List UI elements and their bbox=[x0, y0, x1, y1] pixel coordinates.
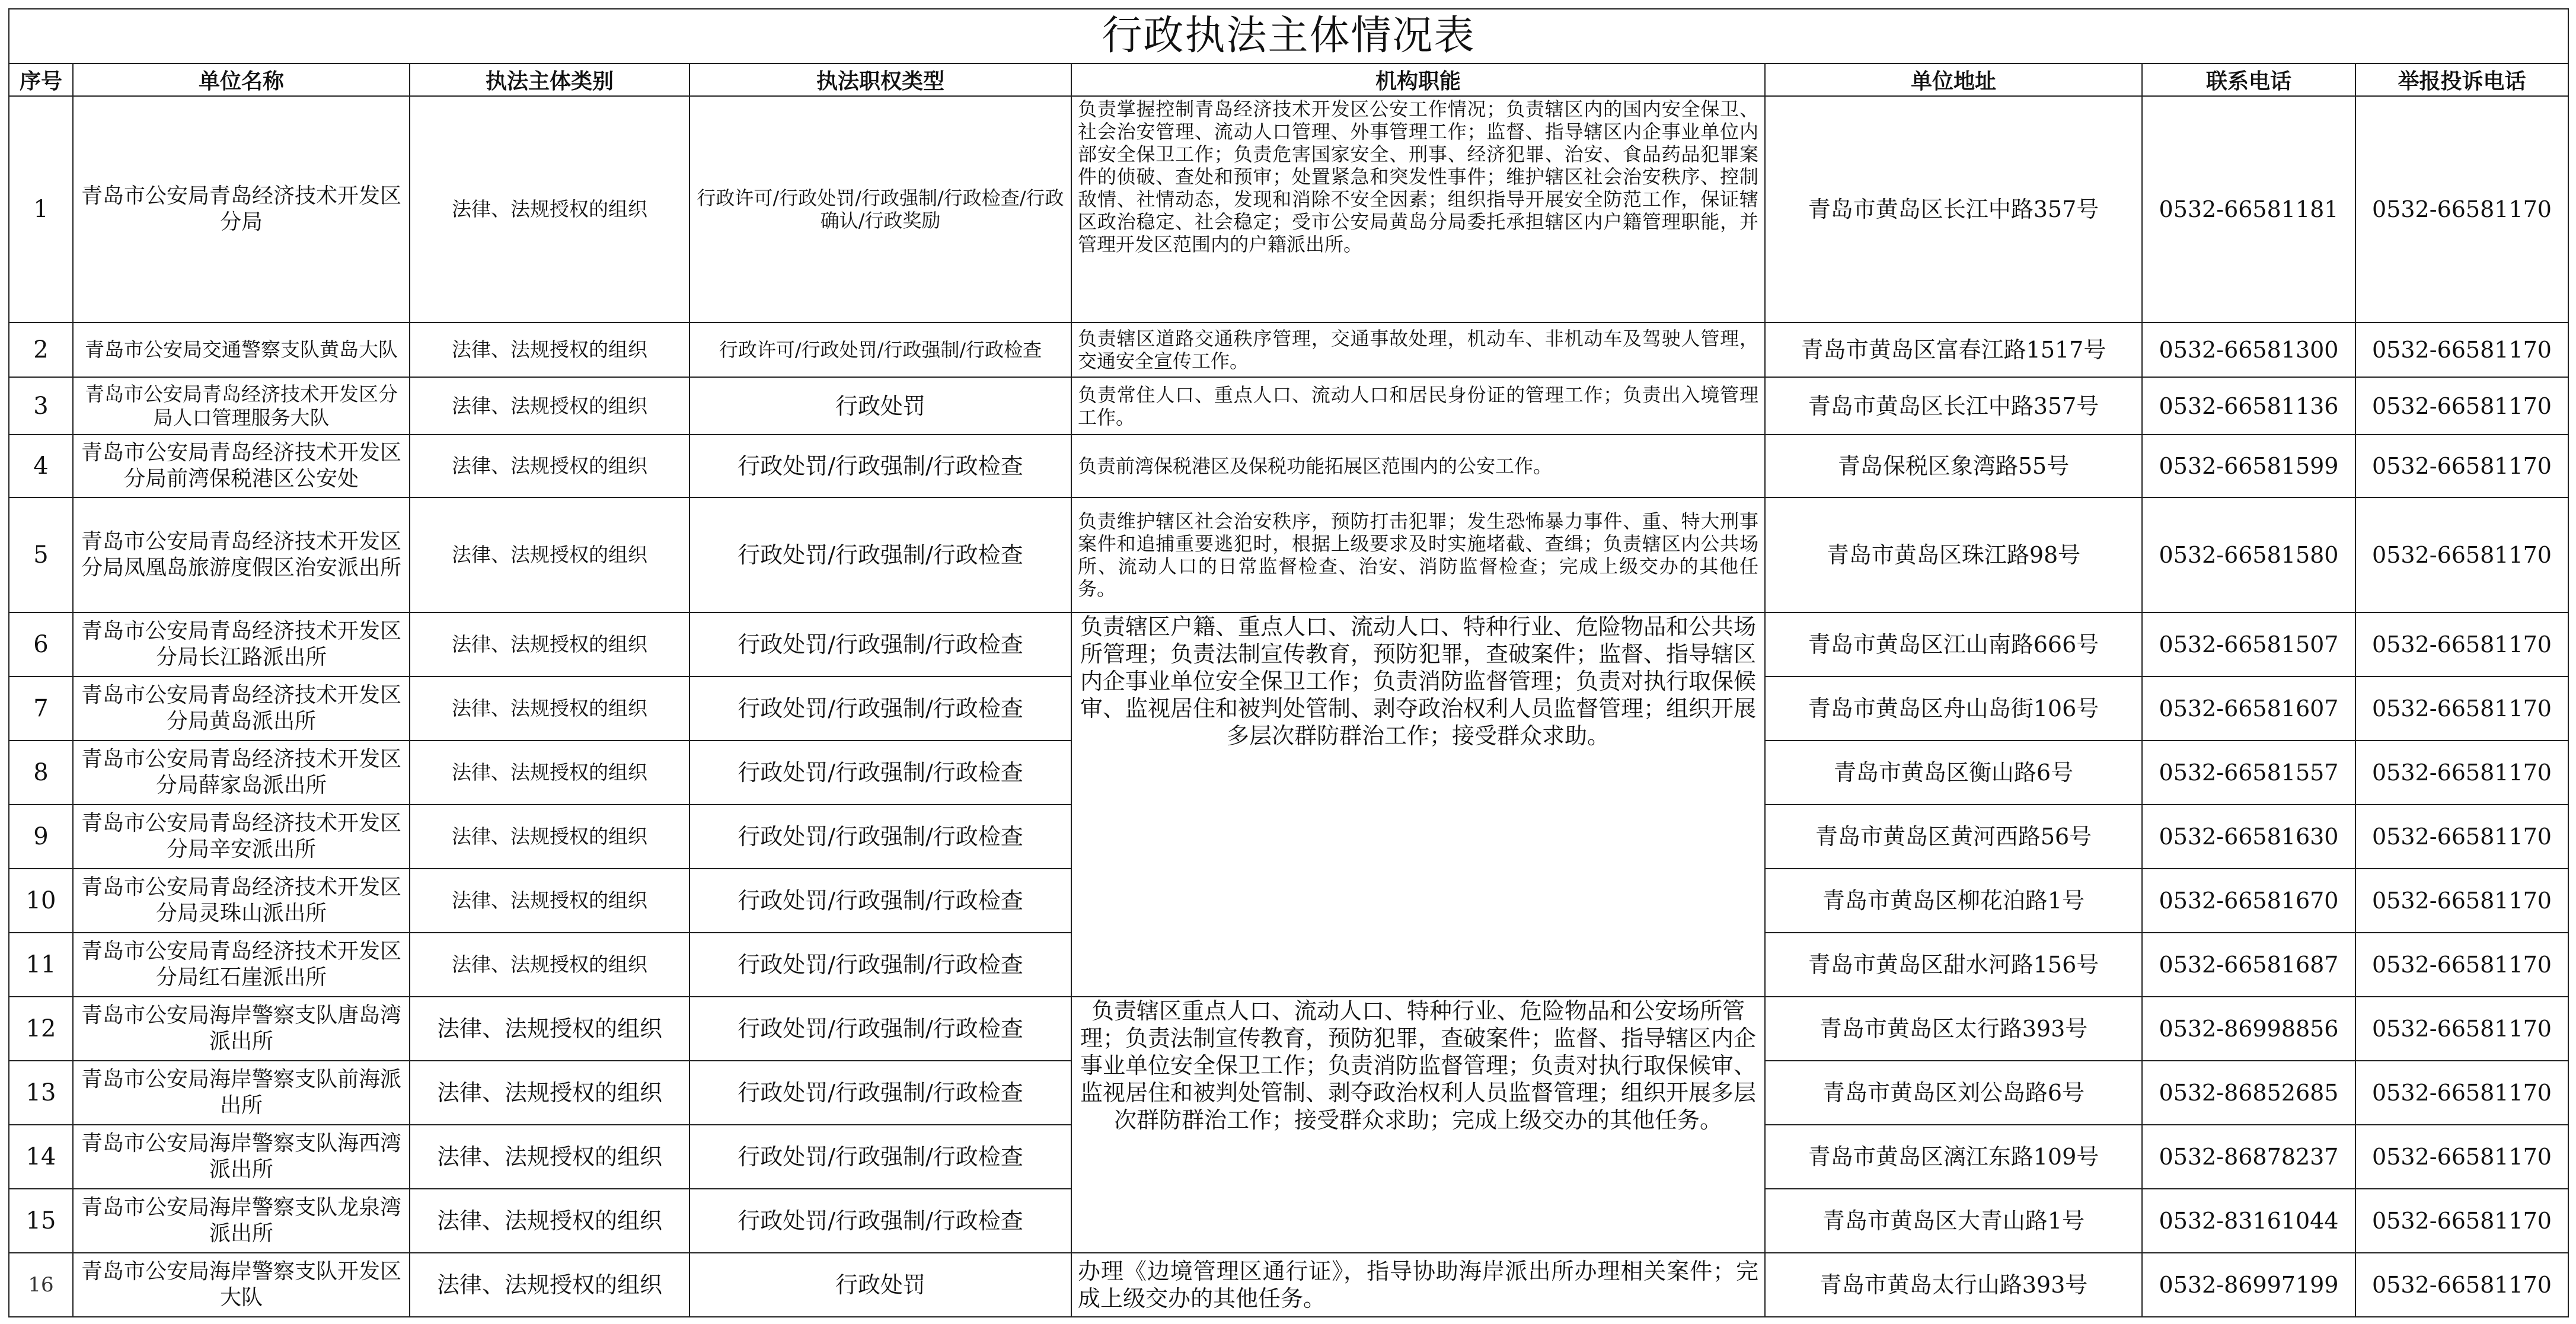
enforcement-table bbox=[8, 8, 2569, 1317]
row-complaint: 0532-66581170 bbox=[2355, 805, 2568, 869]
row-address: 青岛市黄岛区刘公岛路6号 bbox=[1765, 1061, 2142, 1125]
header-powers: 执法职权类型 bbox=[690, 63, 1071, 96]
row-complaint: 0532-66581170 bbox=[2355, 1189, 2568, 1253]
header-phone: 联系电话 bbox=[2142, 63, 2355, 96]
row-address: 青岛市黄岛区富春江路1517号 bbox=[1765, 323, 2142, 377]
row-seq: 14 bbox=[9, 1125, 73, 1189]
row-complaint: 0532-66581170 bbox=[2355, 1125, 2568, 1189]
table-row bbox=[9, 323, 2568, 377]
table-row bbox=[9, 497, 2568, 612]
row-seq: 1 bbox=[9, 96, 73, 323]
row-category: 法律、法规授权的组织 bbox=[410, 497, 690, 612]
row-complaint: 0532-66581170 bbox=[2355, 677, 2568, 741]
row-powers: 行政许可/行政处罚/行政强制/行政检查/行政确认/行政奖励 bbox=[690, 96, 1071, 323]
row-category: 法律、法规授权的组织 bbox=[410, 677, 690, 741]
row-complaint: 0532-66581170 bbox=[2355, 933, 2568, 997]
row-address: 青岛市黄岛区衡山路6号 bbox=[1765, 741, 2142, 805]
row-address: 青岛市黄岛区黄河西路56号 bbox=[1765, 805, 2142, 869]
row-category: 法律、法规授权的组织 bbox=[410, 1061, 690, 1125]
row-complaint: 0532-66581170 bbox=[2355, 377, 2568, 435]
row-function: 负责维护辖区社会治安秩序，预防打击犯罪；发生恐怖暴力事件、重、特大刑事案件和追捕重要逃犯时，根据上级要求及时实施堵截、查缉；负责辖区内公共场所、流动人口的日常监督检查、治安、消防监督检查；完成上级交办的其他任务。 bbox=[1071, 497, 1765, 612]
row-powers: 行政处罚 bbox=[690, 377, 1071, 435]
merged-function-6-11: 负责辖区户籍、重点人口、流动人口、特种行业、危险物品和公共场所管理；负责法制宣传教育，预防犯罪，查破案件；监督、指导辖区内企事业单位安全保卫工作；负责消防监督管理；负责对执行取保候审、监视居住和被判处管制、剥夺政治权利人员监督管理；组织开展多层次群防群治工作；接受群众求助。 bbox=[1071, 612, 1765, 997]
row-function: 负责辖区道路交通秩序管理，交通事故处理，机动车、非机动车及驾驶人管理，交通安全宣传工作。 bbox=[1071, 323, 1765, 377]
row-name: 青岛市公安局海岸警察支队海西湾派出所 bbox=[73, 1125, 410, 1189]
row-complaint: 0532-66581170 bbox=[2355, 1253, 2568, 1317]
row-address: 青岛市黄岛区珠江路98号 bbox=[1765, 497, 2142, 612]
row-name: 青岛市公安局青岛经济技术开发区分局人口管理服务大队 bbox=[73, 377, 410, 435]
header-address: 单位地址 bbox=[1765, 63, 2142, 96]
row-function: 负责掌握控制青岛经济技术开发区公安工作情况；负责辖区内的国内安全保卫、社会治安管理、流动人口管理、外事管理工作；监督、指导辖区内企事业单位内部安全保卫工作；负责危害国家安全、刑事、经济犯罪、治安、食品药品犯罪案件的侦破、查处和预审；处置紧急和突发性事件；维护辖区社会治安秩序、控制敌情、社情动态，发现和消除不安全因素；组织指导开展安全防范工作，保证辖区政治稳定、社会稳定；受市公安局黄岛分局委托承担辖区内户籍管理职能，并管理开发区范围内的户籍派出所。 bbox=[1071, 96, 1765, 323]
row-category: 法律、法规授权的组织 bbox=[410, 96, 690, 323]
row-phone: 0532-83161044 bbox=[2142, 1189, 2355, 1253]
row-address: 青岛市黄岛区太行路393号 bbox=[1765, 997, 2142, 1061]
sheet bbox=[8, 8, 2568, 1324]
header-row bbox=[9, 63, 2568, 96]
row-phone: 0532-66581580 bbox=[2142, 497, 2355, 612]
row-powers: 行政处罚/行政强制/行政检查 bbox=[690, 677, 1071, 741]
row-powers: 行政处罚/行政强制/行政检查 bbox=[690, 497, 1071, 612]
row-category: 法律、法规授权的组织 bbox=[410, 435, 690, 497]
row-name: 青岛市公安局青岛经济技术开发区分局凤凰岛旅游度假区治安派出所 bbox=[73, 497, 410, 612]
table-title: 行政执法主体情况表 bbox=[9, 9, 2568, 63]
merged-function-12-15: 负责辖区重点人口、流动人口、特种行业、危险物品和公安场所管理；负责法制宣传教育，预防犯罪，查破案件；监督、指导辖区内企事业单位安全保卫工作；负责消防监督管理；负责对执行取保候审、监视居住和被判处管制、剥夺政治权利人员监督管理；组织开展多层次群防群治工作；接受群众求助；完成上级交办的其他任务。 bbox=[1071, 997, 1765, 1253]
row-address: 青岛保税区象湾路55号 bbox=[1765, 435, 2142, 497]
row-address: 青岛市黄岛区江山南路666号 bbox=[1765, 612, 2142, 677]
row-powers: 行政处罚/行政强制/行政检查 bbox=[690, 1125, 1071, 1189]
row-address: 青岛市黄岛区舟山岛街106号 bbox=[1765, 677, 2142, 741]
row-powers: 行政处罚/行政强制/行政检查 bbox=[690, 1061, 1071, 1125]
row-name: 青岛市公安局青岛经济技术开发区分局灵珠山派出所 bbox=[73, 869, 410, 933]
row-name: 青岛市公安局青岛经济技术开发区分局前湾保税港区公安处 bbox=[73, 435, 410, 497]
row-category: 法律、法规授权的组织 bbox=[410, 933, 690, 997]
row-complaint: 0532-66581170 bbox=[2355, 869, 2568, 933]
row-powers: 行政处罚 bbox=[690, 1253, 1071, 1317]
row-name: 青岛市公安局青岛经济技术开发区分局红石崖派出所 bbox=[73, 933, 410, 997]
row-powers: 行政处罚/行政强制/行政检查 bbox=[690, 435, 1071, 497]
row-category: 法律、法规授权的组织 bbox=[410, 805, 690, 869]
row-phone: 0532-66581599 bbox=[2142, 435, 2355, 497]
row-phone: 0532-66581300 bbox=[2142, 323, 2355, 377]
header-function: 机构职能 bbox=[1071, 63, 1765, 96]
row-name: 青岛市公安局海岸警察支队龙泉湾派出所 bbox=[73, 1189, 410, 1253]
row-name: 青岛市公安局青岛经济技术开发区分局长江路派出所 bbox=[73, 612, 410, 677]
row-name: 青岛市公安局青岛经济技术开发区分局薛家岛派出所 bbox=[73, 741, 410, 805]
row-address: 青岛市黄岛区甜水河路156号 bbox=[1765, 933, 2142, 997]
row-powers: 行政许可/行政处罚/行政强制/行政检查 bbox=[690, 323, 1071, 377]
row-category: 法律、法规授权的组织 bbox=[410, 1189, 690, 1253]
table-row bbox=[9, 612, 2568, 677]
row-phone: 0532-66581687 bbox=[2142, 933, 2355, 997]
row-seq: 8 bbox=[9, 741, 73, 805]
row-seq: 15 bbox=[9, 1189, 73, 1253]
row-address: 青岛市黄岛区长江中路357号 bbox=[1765, 96, 2142, 323]
row-category: 法律、法规授权的组织 bbox=[410, 741, 690, 805]
row-seq: 4 bbox=[9, 435, 73, 497]
row-category: 法律、法规授权的组织 bbox=[410, 1253, 690, 1317]
row-name: 青岛市公安局青岛经济技术开发区分局黄岛派出所 bbox=[73, 677, 410, 741]
row-seq: 12 bbox=[9, 997, 73, 1061]
row-function: 负责前湾保税港区及保税功能拓展区范围内的公安工作。 bbox=[1071, 435, 1765, 497]
row-seq: 5 bbox=[9, 497, 73, 612]
row-complaint: 0532-66581170 bbox=[2355, 323, 2568, 377]
row-name: 青岛市公安局青岛经济技术开发区分局辛安派出所 bbox=[73, 805, 410, 869]
header-complaint: 举报投诉电话 bbox=[2355, 63, 2568, 96]
row-category: 法律、法规授权的组织 bbox=[410, 869, 690, 933]
row-category: 法律、法规授权的组织 bbox=[410, 997, 690, 1061]
row-complaint: 0532-66581170 bbox=[2355, 497, 2568, 612]
row-complaint: 0532-66581170 bbox=[2355, 435, 2568, 497]
row-category: 法律、法规授权的组织 bbox=[410, 377, 690, 435]
row-phone: 0532-86852685 bbox=[2142, 1061, 2355, 1125]
row-address: 青岛市黄岛区大青山路1号 bbox=[1765, 1189, 2142, 1253]
row-address: 青岛市黄岛区柳花泊路1号 bbox=[1765, 869, 2142, 933]
row-phone: 0532-86997199 bbox=[2142, 1253, 2355, 1317]
row-complaint: 0532-66581170 bbox=[2355, 96, 2568, 323]
row-powers: 行政处罚/行政强制/行政检查 bbox=[690, 741, 1071, 805]
row-phone: 0532-86998856 bbox=[2142, 997, 2355, 1061]
row-seq: 10 bbox=[9, 869, 73, 933]
row-category: 法律、法规授权的组织 bbox=[410, 612, 690, 677]
row-phone: 0532-66581181 bbox=[2142, 96, 2355, 323]
row-phone: 0532-66581670 bbox=[2142, 869, 2355, 933]
row-powers: 行政处罚/行政强制/行政检查 bbox=[690, 869, 1071, 933]
row-name: 青岛市公安局海岸警察支队唐岛湾派出所 bbox=[73, 997, 410, 1061]
row-address: 青岛市黄岛区长江中路357号 bbox=[1765, 377, 2142, 435]
row-category: 法律、法规授权的组织 bbox=[410, 323, 690, 377]
row-phone: 0532-66581630 bbox=[2142, 805, 2355, 869]
row-name: 青岛市公安局海岸警察支队前海派出所 bbox=[73, 1061, 410, 1125]
table-row bbox=[9, 435, 2568, 497]
row-powers: 行政处罚/行政强制/行政检查 bbox=[690, 612, 1071, 677]
header-name: 单位名称 bbox=[73, 63, 410, 96]
row-phone: 0532-66581557 bbox=[2142, 741, 2355, 805]
row-address: 青岛市黄岛太行山路393号 bbox=[1765, 1253, 2142, 1317]
row-complaint: 0532-66581170 bbox=[2355, 1061, 2568, 1125]
row-name: 青岛市公安局交通警察支队黄岛大队 bbox=[73, 323, 410, 377]
row-phone: 0532-86878237 bbox=[2142, 1125, 2355, 1189]
row-powers: 行政处罚/行政强制/行政检查 bbox=[690, 933, 1071, 997]
row-seq: 16 bbox=[9, 1253, 73, 1317]
row-phone: 0532-66581136 bbox=[2142, 377, 2355, 435]
table-row bbox=[9, 377, 2568, 435]
table-row bbox=[9, 96, 2568, 323]
row-seq: 6 bbox=[9, 612, 73, 677]
row-seq: 9 bbox=[9, 805, 73, 869]
row-category: 法律、法规授权的组织 bbox=[410, 1125, 690, 1189]
row-phone: 0532-66581507 bbox=[2142, 612, 2355, 677]
header-seq: 序号 bbox=[9, 63, 73, 96]
row-name: 青岛市公安局海岸警察支队开发区大队 bbox=[73, 1253, 410, 1317]
row-function: 负责常住人口、重点人口、流动人口和居民身份证的管理工作；负责出入境管理工作。 bbox=[1071, 377, 1765, 435]
row-address: 青岛市黄岛区漓江东路109号 bbox=[1765, 1125, 2142, 1189]
row-seq: 13 bbox=[9, 1061, 73, 1125]
row-seq: 7 bbox=[9, 677, 73, 741]
row-complaint: 0532-66581170 bbox=[2355, 741, 2568, 805]
row-function: 办理《边境管理区通行证》，指导协助海岸派出所办理相关案件；完成上级交办的其他任务。 bbox=[1071, 1253, 1765, 1317]
table-row bbox=[9, 1253, 2568, 1317]
table-row bbox=[9, 997, 2568, 1061]
row-powers: 行政处罚/行政强制/行政检查 bbox=[690, 997, 1071, 1061]
row-powers: 行政处罚/行政强制/行政检查 bbox=[690, 1189, 1071, 1253]
row-seq: 3 bbox=[9, 377, 73, 435]
row-seq: 11 bbox=[9, 933, 73, 997]
row-powers: 行政处罚/行政强制/行政检查 bbox=[690, 805, 1071, 869]
row-name: 青岛市公安局青岛经济技术开发区分局 bbox=[73, 96, 410, 323]
row-complaint: 0532-66581170 bbox=[2355, 612, 2568, 677]
row-seq: 2 bbox=[9, 323, 73, 377]
row-complaint: 0532-66581170 bbox=[2355, 997, 2568, 1061]
row-phone: 0532-66581607 bbox=[2142, 677, 2355, 741]
header-category: 执法主体类别 bbox=[410, 63, 690, 96]
